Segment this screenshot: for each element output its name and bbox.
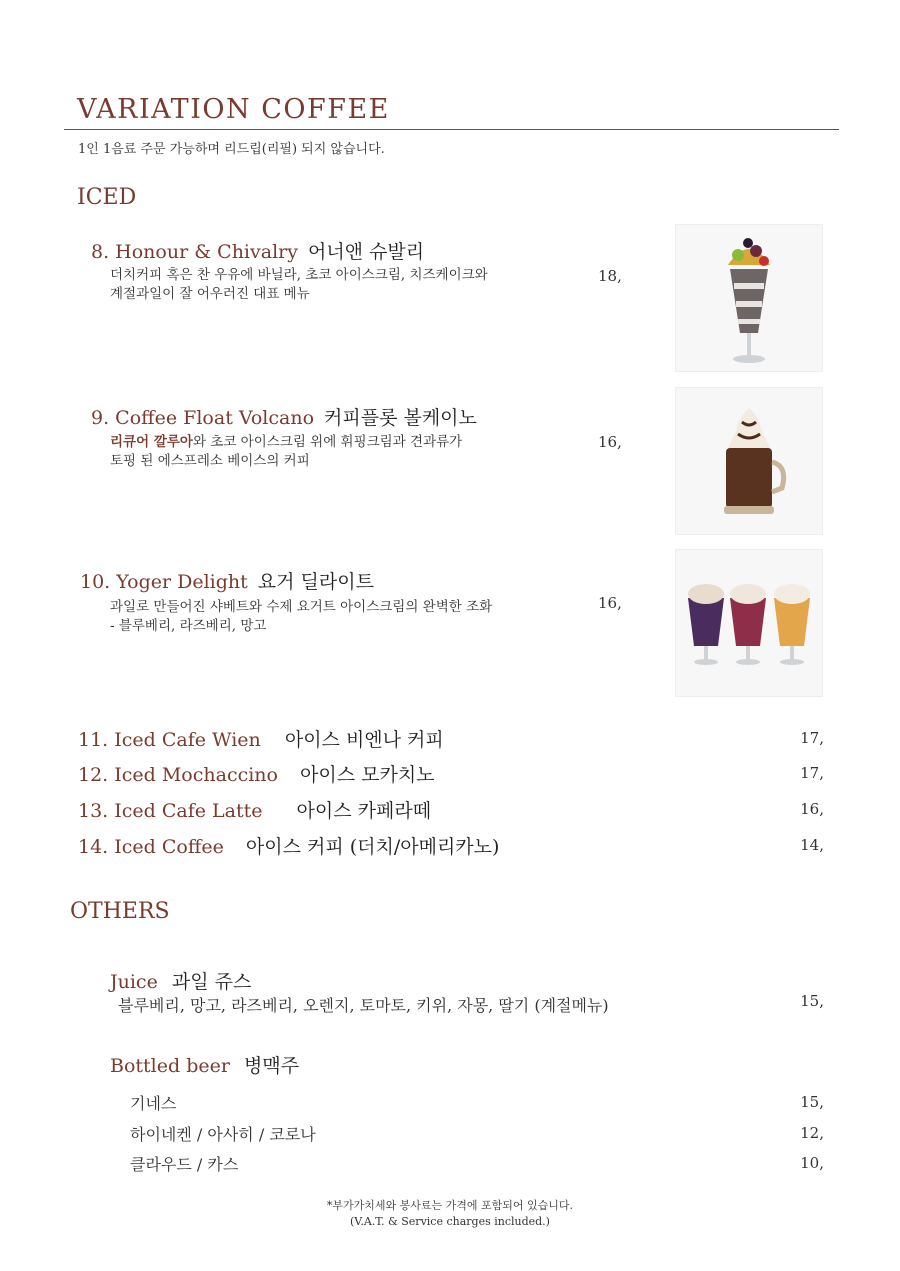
- menu-item-price: 15,: [800, 1093, 824, 1111]
- menu-item-title: [91, 403, 477, 430]
- refill-note: 1인 1음료 주문 가능하며 리드립(리필) 되지 않습니다.: [78, 142, 385, 157]
- kahlua-highlight: 리큐어 깔루아: [110, 434, 193, 450]
- menu-list-item: [78, 760, 435, 787]
- menu-item-en: 12. Iced Mochaccino: [78, 764, 278, 786]
- menu-item-ko: 과일 쥬스: [171, 971, 252, 993]
- description-line: 계절과일이 잘 어우러진 대표 메뉴: [110, 286, 310, 302]
- menu-item-en: 14. Iced Coffee: [78, 836, 224, 858]
- menu-item-description: [110, 266, 488, 304]
- section-heading-others: OTHERS: [70, 899, 170, 924]
- menu-item-en: 9. Coffee Float Volcano: [91, 407, 315, 429]
- menu-item-en: 8. Honour & Chivalry: [91, 241, 298, 263]
- beer-item-name: 하이네켄 / 아사히 / 코로나: [130, 1125, 316, 1144]
- description-line: - 블루베리, 라즈베리, 망고: [110, 618, 267, 634]
- menu-item-en: Bottled beer: [110, 1055, 230, 1077]
- menu-item-ko: 커피플롯 볼케이노: [324, 407, 477, 429]
- menu-item-price: 15,: [800, 992, 824, 1010]
- menu-item-price: 16,: [598, 433, 622, 451]
- yoger-delight-photo: [675, 549, 823, 697]
- menu-item-en: 11. Iced Cafe Wien: [78, 729, 261, 751]
- description-text: 와 초코 아이스크림 위에 휘핑크림과 견과류가: [192, 434, 463, 450]
- menu-item-ko: 요거 딜라이트: [257, 571, 374, 593]
- menu-item-price: 16,: [800, 800, 824, 818]
- menu-list-item: [78, 725, 444, 752]
- footer-note-ko: *부가가치세와 봉사료는 가격에 포함되어 있습니다.: [326, 1199, 574, 1212]
- menu-item-ko: 병맥주: [243, 1055, 300, 1077]
- menu-list-item: [78, 832, 499, 859]
- juice-title: [110, 967, 251, 994]
- menu-item-price: 18,: [598, 267, 622, 285]
- beer-item-name: 기네스: [130, 1094, 177, 1113]
- description-line: 과일로 만들어진 샤베트와 수제 요거트 아이스크림의 완벽한 조화: [110, 599, 493, 615]
- beer-item-name: 클라우드 / 카스: [130, 1155, 239, 1174]
- menu-item-description: [110, 433, 462, 471]
- menu-item-en: 10. Yoger Delight: [80, 571, 248, 593]
- menu-item-title: [91, 237, 424, 264]
- menu-item-en: Juice: [110, 971, 158, 993]
- parfait-illustration: [676, 225, 822, 371]
- menu-item-price: 12,: [800, 1124, 824, 1142]
- menu-item-price: 14,: [800, 836, 824, 854]
- menu-item-title: [80, 567, 374, 594]
- beer-title: [110, 1051, 299, 1078]
- description-line: 더치커피 혹은 찬 우유에 바닐라, 초코 아이스크림, 치즈케이크와: [110, 267, 488, 283]
- menu-item-ko: 아이스 커피 (더치/아메리카노): [245, 836, 500, 858]
- menu-item-ko: 어너앤 슈발리: [307, 241, 425, 263]
- parfait-photo: [675, 224, 823, 372]
- menu-item-ko: 아이스 비엔나 커피: [284, 729, 444, 751]
- juice-description: 블루베리, 망고, 라즈베리, 오렌지, 토마토, 키위, 자몽, 딸기 (계절메뉴): [118, 996, 609, 1015]
- menu-item-en: 13. Iced Cafe Latte: [78, 800, 263, 822]
- menu-item-price: 10,: [800, 1154, 824, 1172]
- menu-list-item: [78, 796, 431, 823]
- footer-note-en: (V.A.T. & Service charges included.): [350, 1215, 550, 1228]
- coffee-float-photo: [675, 387, 823, 535]
- description-line: [110, 433, 462, 452]
- coffee-float-illustration: [676, 388, 822, 534]
- menu-item-description: [110, 598, 492, 636]
- menu-item-price: 16,: [598, 594, 622, 612]
- menu-item-price: 17,: [800, 764, 824, 782]
- menu-item-ko: 아이스 모카치노: [300, 764, 435, 786]
- menu-item-price: 17,: [800, 729, 824, 747]
- menu-item-ko: 아이스 카페라떼: [296, 800, 432, 822]
- description-line: 토핑 된 에스프레소 베이스의 커피: [110, 453, 310, 469]
- page-title: VARIATION COFFEE: [77, 94, 390, 125]
- title-divider: [64, 129, 839, 130]
- yoger-delight-illustration: [676, 550, 822, 696]
- section-heading-iced: ICED: [77, 185, 137, 210]
